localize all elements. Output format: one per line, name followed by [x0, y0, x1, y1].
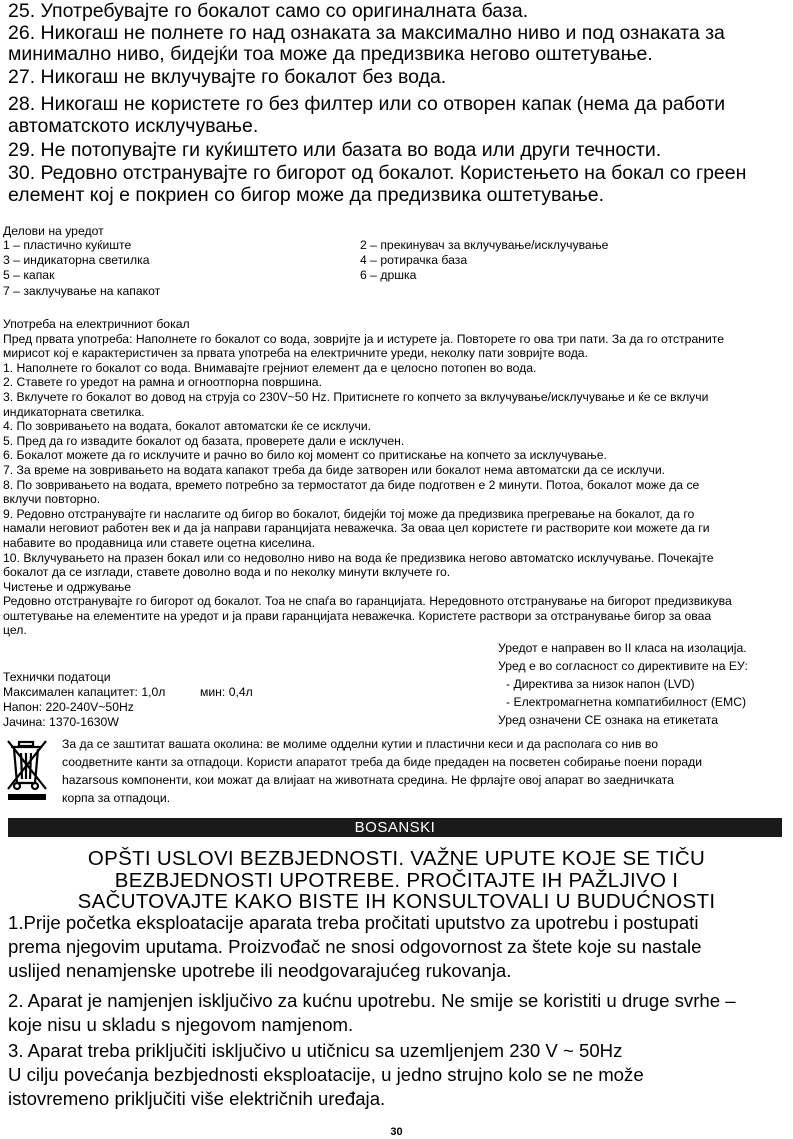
usage-line: 3. Вклучете го бокалот во довод на струја со 230V~50 Hz. Притиснете го копчето за вклучување/исклучување и ќе се вклучи	[3, 389, 709, 404]
usage-line: 6. Бокалот можете да го исклучите и рачно во било кој момент со притискање на копчето за исклучување.	[3, 448, 607, 463]
usage-line: 8. По зовривањето на водата, времето потребно за термостатот да биде подготвен е 2 минути. Потоа, бокалот може да се	[3, 477, 700, 492]
usage-line: намали неговиот работен век и да ја направи гаранцијата неважечка. За оваа цел користете ги растворите кои можете да ги	[3, 521, 710, 536]
usage-section	[3, 317, 791, 638]
list-item: 30. Редовно отстранувајте го бигорот од бокалот. Користењето на бокал со греен	[8, 162, 747, 184]
part-item: 4 – ротирачка база	[360, 253, 468, 267]
part-item: 5 – капак	[3, 268, 55, 282]
part-item: 7 – заклучување на капакот	[3, 284, 161, 298]
usage-line: набавите во продавница или ставете оцетна киселина.	[3, 535, 315, 550]
crossed-bin-icon	[4, 737, 50, 801]
list-item: автоматското исклучување.	[8, 115, 259, 137]
tech-power: Јачина: 1370-1630W	[3, 715, 119, 729]
part-item: 1 – пластично куќиште	[3, 238, 132, 252]
recycle-line: hazarsous компоненти, кои можат да влијаат на животната средина. Не фрлајте овој апарат во заедничката	[62, 773, 674, 787]
usage-line: цел.	[3, 623, 27, 638]
list-item: 29. Не потопувајте ги куќиштето или базата во вода или други течности.	[8, 139, 662, 161]
bs-line: 3. Aparat treba priključiti isključivo u utičnicu sa uzemljenjem 230 V ~ 50Hz	[8, 1040, 623, 1061]
recycle-line: соодветните канти за отпадоци. Користи апаратот треба да биде предаден на посветен собирање поени поради	[62, 755, 703, 769]
list-item: минимално ниво, бидејќи тоа може да предизвика негово оштетување.	[8, 43, 653, 65]
recycle-line: корпа за отпадоци.	[62, 791, 171, 805]
usage-line: 7. За време на зовривањето на водата капакот треба да биде затворен или бокалот нема автоматски да се исклучи.	[3, 462, 666, 477]
bs-line: uslijed nenamjenske upotrebe ili neodgovarajućeg rukovanja.	[8, 960, 512, 981]
heading-line: OPŠTI USLOVI BEZBJEDNOSTI. VAŽNE UPUTE KOJE SE TIČU	[87, 847, 706, 870]
part-item: 6 – дршка	[360, 268, 417, 282]
tech-title: Технички податоци	[3, 670, 111, 684]
usage-line: 2. Ставете го уредот на рамна и огноотпорна површина.	[3, 375, 322, 390]
recycle-line: За да се заштитат вашата околина: ве молиме одделни кутии и пластични кеси и да располага со нив во	[62, 737, 658, 751]
usage-line: мирисот кој е карактеристичен за првата употреба на електричните уреди, неколку пати зовријте вода.	[3, 346, 588, 361]
usage-line: Редовно отстранувајте го бигорот од бокалот. Тоа не спаѓа во гаранцијата. Нередовното отстранување на бигорот предизвикува	[3, 594, 732, 609]
tech-voltage: Напон: 220-240V~50Hz	[3, 700, 134, 714]
heading-line: BEZBJEDNOSTI UPOTREBE. PROČITAJTE IH PAŽLJIVO I	[114, 869, 679, 892]
bs-line: prema njegovim uputama. Proizvođač ne snosi odgovornost za štete koje su nastale	[8, 936, 702, 957]
usage-line: индикаторната светилка.	[3, 404, 145, 419]
usage-line: вклучи повторно.	[3, 492, 101, 507]
usage-line: 4. По зовривањето на водата, бокалот автоматски ќе се исклучи.	[3, 419, 372, 434]
page-number: 30	[390, 1126, 403, 1138]
bs-line: 2. Aparat je namjenjen isključivo za kućnu upotrebu. Ne smije se koristiti u druge svrhe –	[8, 990, 736, 1011]
list-item: елемент кој е покриен со бигор може да предизвика оштетување.	[8, 184, 605, 206]
compliance-line: Уредот е направен во II класа на изолација.	[498, 641, 747, 655]
usage-line: Пред првата употреба: Наполнете го бокалот со вода, зовријте ја и истурете ја. Повторете го ова три пати. За да го отстраните	[3, 331, 724, 346]
bs-line: 1.Prije početka eksploatacije aparata treba pročitati uputstvo za upotrebu i postupati	[8, 912, 699, 933]
compliance-line: Уред означени CE ознака на етикетата	[498, 713, 718, 727]
usage-line: оштетување на елементите на уредот и ја прави гаранцијата неважечка. Користете раствори за отстранување бигор за оваа	[3, 608, 712, 623]
compliance-line: Уред е во согласност со директивите на ЕУ:	[498, 659, 748, 673]
part-item: 2 – прекинувач за вклучување/исклучување	[360, 238, 609, 252]
tech-min: мин: 0,4л	[200, 685, 253, 699]
list-item: 27. Никогаш не вклучувајте го бокалот без вода.	[8, 66, 447, 88]
usage-line: 10. Вклучувањето на празен бокал или со недоволно ниво на вода ќе предизвика негово автоматско исклучување. Почекајте	[3, 550, 714, 565]
compliance-line: - Директива за низок напон (LVD)	[506, 677, 695, 691]
usage-line: 9. Редовно отстранувајте ги наслагите од бигор во бокалот, бидејќи тој може да предизвика прегревање на бокалот, да го	[3, 506, 695, 521]
part-item: 3 – индикаторна светилка	[3, 253, 150, 267]
list-item: 28. Никогаш не користете го без филтер или со отворен капак (нема да работи	[8, 93, 726, 115]
bs-line: istovremeno priključiti više električnih uređaja.	[8, 1088, 386, 1109]
usage-line: Чистење и одржување	[3, 579, 132, 594]
bs-line: U cilju povećanja bezbjednosti eksploatacije, u jedno strujno kolo se ne može	[8, 1064, 644, 1085]
usage-line: 5. Пред да го извадите бокалот од базата, проверете дали е исклучен.	[3, 433, 405, 448]
language-section-bar: BOSANSKI	[8, 818, 782, 837]
usage-line: Употреба на електричниот бокал	[3, 317, 190, 331]
tech-capacity: Максимален капацитет: 1,0л	[3, 685, 166, 699]
heading-line: SAČUTOVAJTE KAKO BISTE IH KONSULTOVALI U BUDUĆNOSTI	[77, 890, 716, 913]
list-item: 25. Употребувајте го бокалот само со оригиналната база.	[8, 0, 529, 22]
usage-line: 1. Наполнете го бокалот со вода. Внимавајте грејниот елемент да е целосно потопен во вода.	[3, 360, 537, 375]
compliance-line: - Електромагнетна компатибилност (EMC)	[506, 695, 747, 709]
usage-line: бокалот да се изглади, ставете доволно вода и по неколку минути вклучете го.	[3, 565, 451, 580]
parts-title: Делови на уредот	[3, 224, 104, 238]
list-item: 26. Никогаш не полнете го над ознаката за максимално ниво и под ознаката за	[8, 22, 725, 44]
bs-line: koje nisu u skladu s njegovom namjenom.	[8, 1014, 354, 1035]
